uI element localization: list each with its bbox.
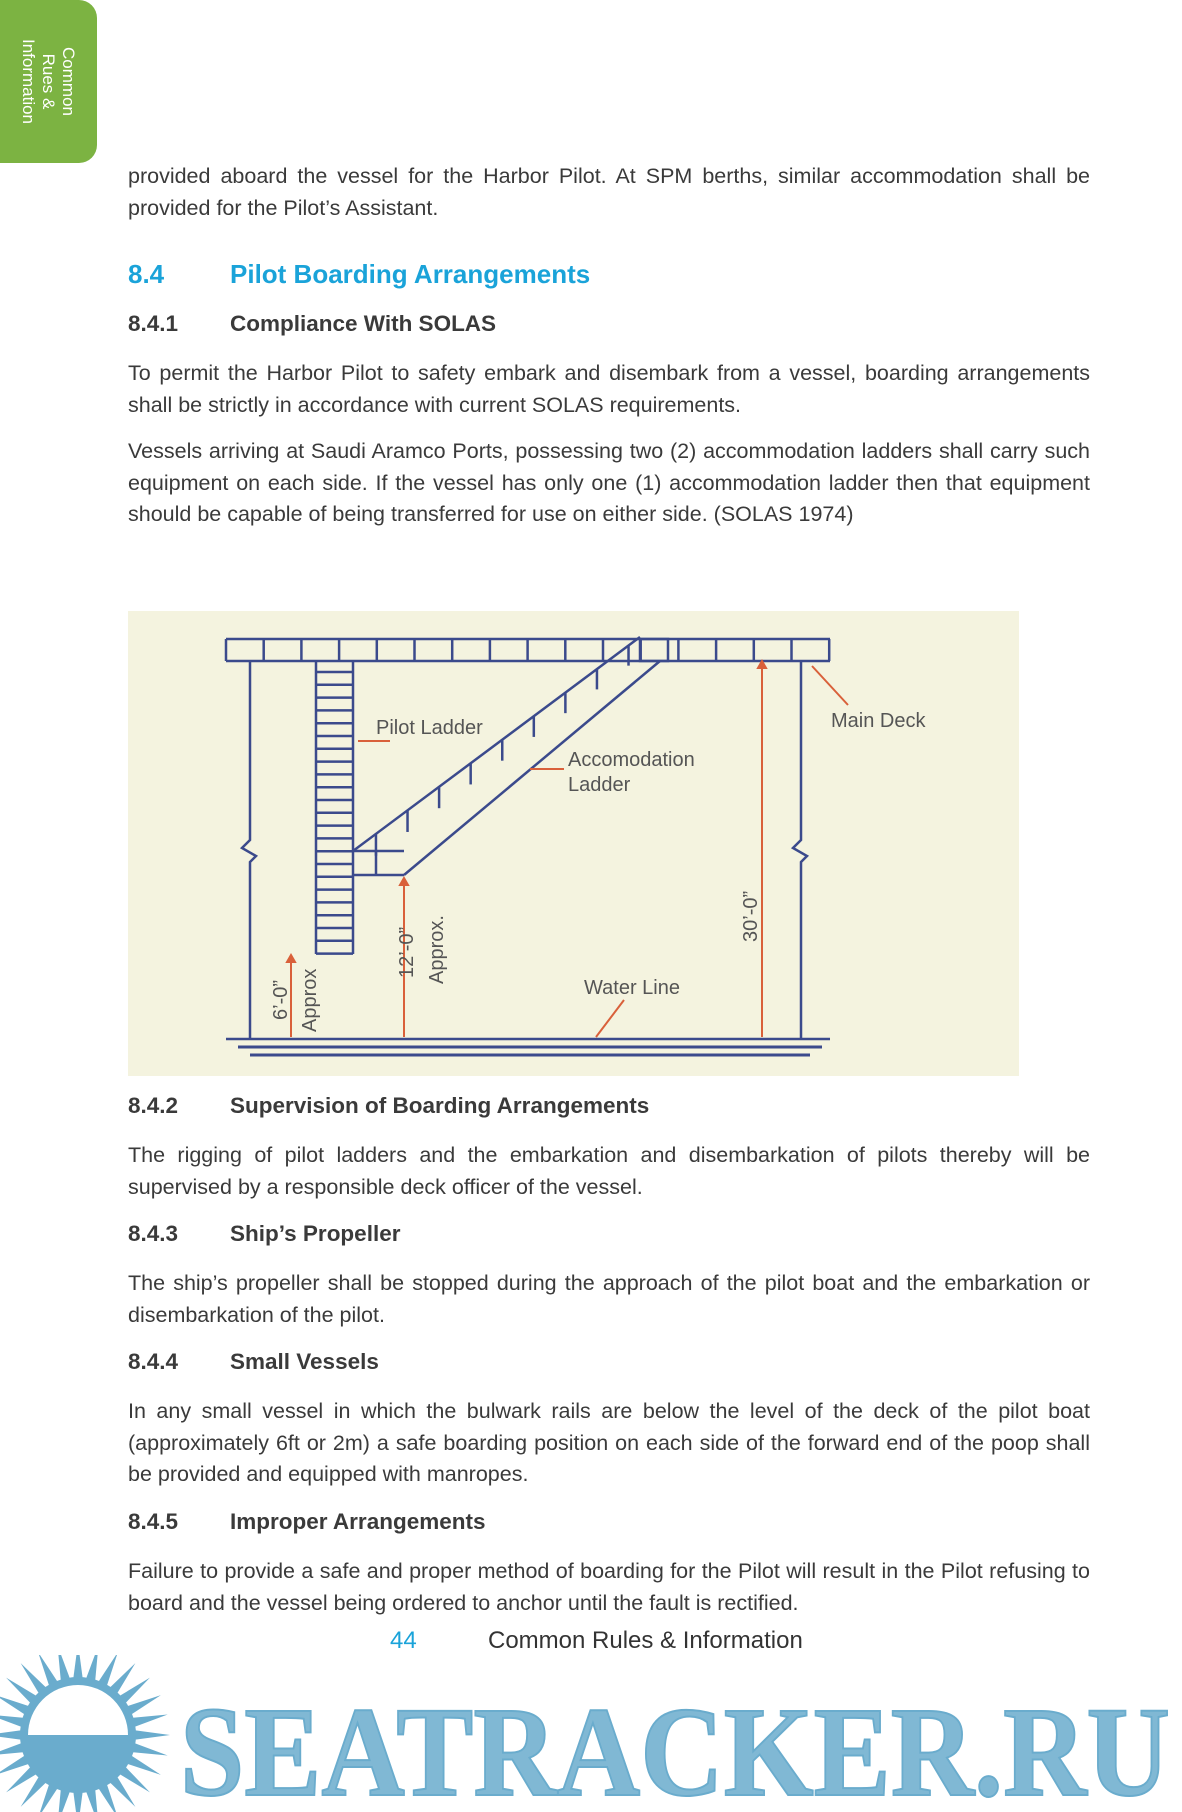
sun-ray <box>130 1742 167 1755</box>
subsection-title: Supervision of Boarding Arrangements <box>230 1093 650 1118</box>
subsection-number: 8.4.2 <box>128 1093 179 1118</box>
section-heading <box>128 259 590 290</box>
sun-ray <box>130 1715 167 1728</box>
sun-ray <box>0 1730 23 1740</box>
section-number: 8.4 <box>128 259 165 289</box>
watermark-lettering: SEATRACKER.RU <box>180 1681 1170 1812</box>
diagram-svg <box>128 611 1019 1076</box>
label-dim-12-approx: Approx. <box>426 915 448 984</box>
subsection-heading <box>128 311 496 337</box>
tab-line: Rues & <box>39 53 59 110</box>
label-main-deck: Main Deck <box>831 710 926 732</box>
subsection-title: Improper Arrangements <box>230 1509 486 1534</box>
subsection-number: 8.4.1 <box>128 311 179 336</box>
platform <box>353 851 404 875</box>
footer-title: Common Rules & Information <box>488 1627 803 1654</box>
seatracker-watermark <box>0 1655 1182 1812</box>
subsection-heading <box>128 1349 379 1375</box>
subsection-heading <box>128 1509 485 1535</box>
hull-left <box>242 661 256 1039</box>
sun-ray <box>73 1790 83 1812</box>
paragraph: Vessels arriving at Saudi Aramco Ports, possessing two (2) accommodation ladders shall carry such equipment on each side. If the vessel has only one (1) accommodation ladder then that equipment should be capable of being transferred for use on either side. (SOLAS 1974) <box>128 439 1090 526</box>
sun-ray <box>73 1655 83 1680</box>
paragraph: To permit the Harbor Pilot to safety embark and disembark from a vessel, boarding arrangements shall be strictly in accordance with current SOLAS requirements. <box>128 361 1090 417</box>
subsection-number: 8.4.3 <box>128 1221 179 1246</box>
label-dim-6: 6’-0” <box>270 979 292 1020</box>
subsection-number: 8.4.5 <box>128 1509 179 1534</box>
tab-line: Information <box>19 38 39 125</box>
paragraph: In any small vessel in which the bulwark rails are below the level of the deck of the pilot boat (approximately 6ft or 2m) a safe boarding position on each side of the forward end of the poop shall be provided and equipped with manropes. <box>128 1399 1090 1486</box>
hull-right <box>793 661 807 1039</box>
intro-paragraph: provided aboard the vessel for the Harbor Pilot. At SPM berths, similar accommodation shall be provided for the Pilot’s Assistant. <box>128 164 1090 220</box>
subsection-title: Small Vessels <box>230 1349 379 1374</box>
sun-ray <box>133 1730 170 1740</box>
arrow-head <box>287 955 295 962</box>
water-line-arrow <box>596 1000 624 1037</box>
label-dim-12: 12’-0” <box>396 926 418 978</box>
section-title: Pilot Boarding Arrangements <box>230 259 591 289</box>
subsection-heading <box>128 1221 400 1247</box>
paragraph: The ship’s propeller shall be stopped during the approach of the pilot boat and the embarkation or disembarkation of the pilot. <box>128 1271 1090 1327</box>
subsection-title: Compliance With SOLAS <box>230 311 497 336</box>
subsection-title: Ship’s Propeller <box>230 1221 401 1246</box>
main-deck-arrow <box>812 666 848 705</box>
sun-logo-icon <box>0 1655 170 1812</box>
label-water-line: Water Line <box>584 977 680 999</box>
paragraph: Failure to provide a safe and proper method of boarding for the Pilot will result in the Pilot refusing to board and the vessel being ordered to anchor until the fault is rectified. <box>128 1559 1090 1615</box>
rail-posts <box>226 639 829 661</box>
label-pilot-ladder: Pilot Ladder <box>376 717 483 739</box>
subsection-number: 8.4.4 <box>128 1349 179 1374</box>
ladder-head <box>640 639 668 661</box>
subsection-heading <box>128 1093 649 1119</box>
chapter-side-tab <box>0 0 97 163</box>
page-number: 44 <box>390 1627 417 1654</box>
label-dim-6-approx: Approx <box>299 968 321 1032</box>
pilot-ladder-rungs <box>316 672 353 954</box>
label-accommodation-2: Ladder <box>568 774 631 796</box>
label-dim-30: 30’-0” <box>740 890 762 942</box>
paragraph: The rigging of pilot ladders and the embarkation and disembarkation of pilots thereby will be supervised by a responsible deck officer of the vessel. <box>128 1143 1090 1199</box>
arrow-head <box>400 878 408 885</box>
label-accommodation: Accomodation <box>568 749 695 771</box>
tab-line: Common <box>59 47 79 116</box>
pilot-boarding-diagram <box>128 611 1019 1076</box>
